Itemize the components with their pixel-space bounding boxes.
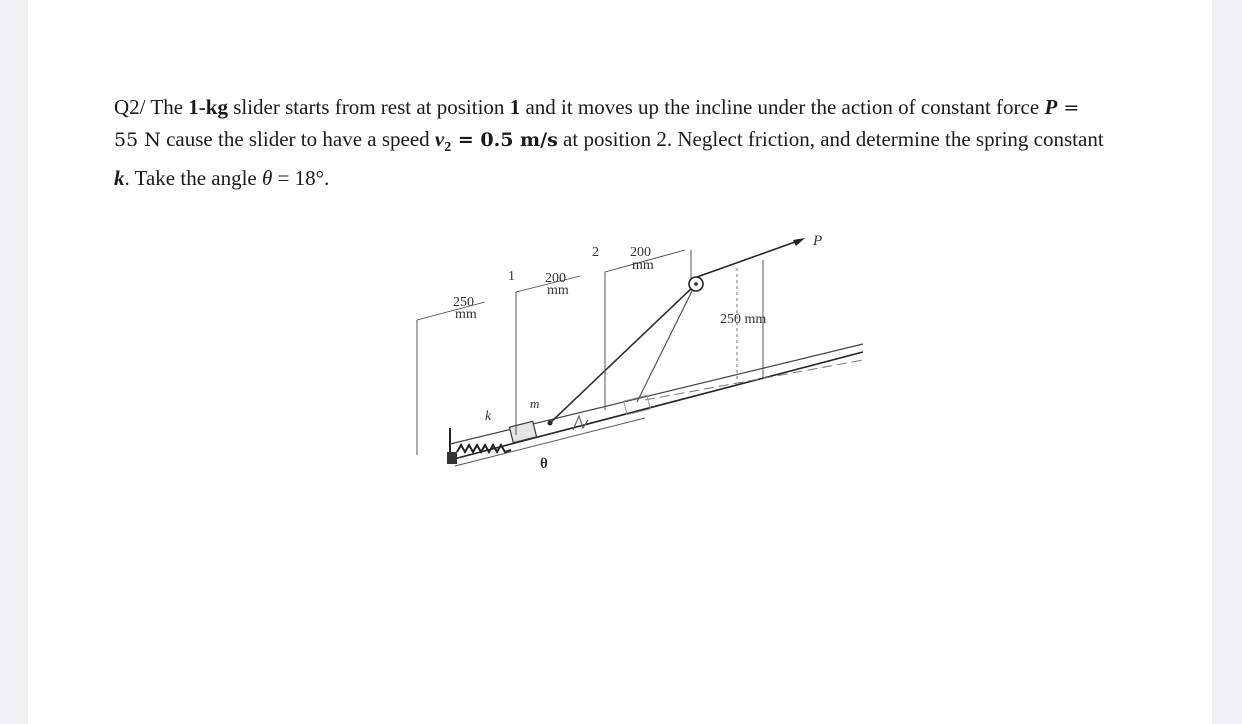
question-part7: . bbox=[324, 166, 330, 191]
force-symbol: P bbox=[1044, 95, 1058, 119]
theta-symbol: θ bbox=[262, 166, 273, 191]
force-value: = 55 N bbox=[114, 97, 1080, 151]
dim-250-right-label: 250 mm bbox=[720, 312, 767, 327]
mass-m-label: m bbox=[530, 396, 540, 411]
spring-k-label: k bbox=[485, 409, 492, 424]
position-1-label: 1 bbox=[508, 269, 515, 284]
question-part3: and it moves up the incline under the action of constant force bbox=[520, 95, 1045, 119]
dim-200a-label: 200 bbox=[545, 271, 566, 286]
angle-theta-label: θ bbox=[540, 456, 548, 472]
position-1: 1 bbox=[509, 95, 521, 119]
spring-constant-symbol: k bbox=[114, 166, 125, 191]
slider-block-position-1 bbox=[509, 421, 536, 442]
dim-200a-unit: mm bbox=[547, 283, 569, 298]
dim-200b-label: 200 bbox=[630, 245, 651, 260]
speed-value: = 0.5 m/s bbox=[451, 128, 558, 151]
wall-block bbox=[447, 452, 457, 464]
incline-surface-line bbox=[450, 352, 863, 460]
speed-subscript: 2 bbox=[444, 139, 452, 155]
question-part4: cause the slider to have a speed bbox=[160, 126, 435, 151]
angle-value: = 18° bbox=[272, 166, 325, 191]
question-part5: at position 2. Neglect friction, and determine the spring constant bbox=[557, 126, 1104, 151]
slider-block-position-2 bbox=[624, 395, 651, 414]
dim-250-unit: mm bbox=[455, 307, 477, 322]
question-text bbox=[114, 92, 1104, 194]
cord-position-2 bbox=[637, 285, 695, 402]
mass-value: 1-kg bbox=[188, 95, 228, 119]
track-centerline bbox=[645, 360, 863, 400]
incline-diagram bbox=[395, 230, 875, 490]
question-prefix: Q2/ The bbox=[114, 95, 189, 119]
dim-200b-unit: mm bbox=[632, 258, 654, 273]
rope-to-force bbox=[697, 242, 795, 277]
force-arrow-icon bbox=[793, 238, 805, 246]
diagram-svg bbox=[395, 230, 875, 490]
speed-symbol: v bbox=[434, 126, 445, 151]
pulley-hub bbox=[694, 282, 698, 286]
question-part2: slider starts from rest at position bbox=[227, 95, 510, 119]
position-2-label: 2 bbox=[592, 245, 599, 260]
dim-250-label: 250 bbox=[453, 295, 474, 310]
question-part6: . Take the angle bbox=[124, 166, 263, 191]
force-P-label: P bbox=[813, 233, 823, 249]
